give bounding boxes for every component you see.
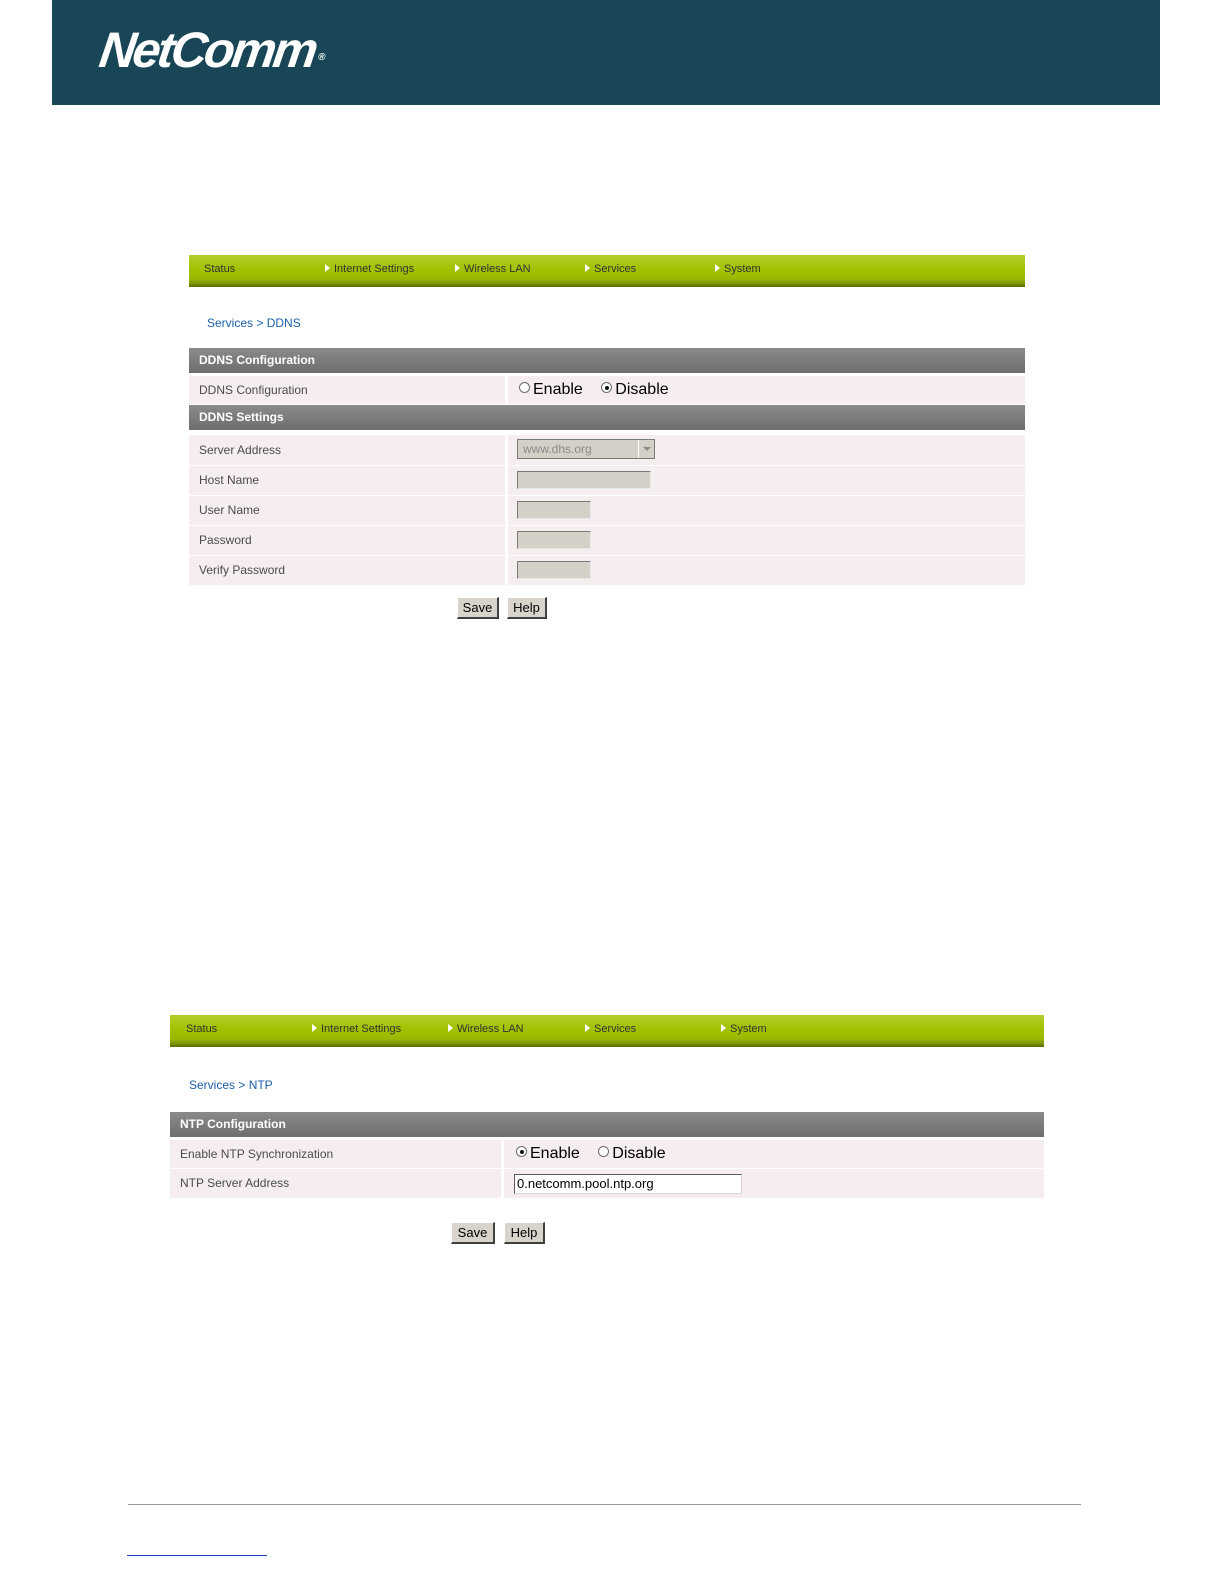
row-password (189, 526, 1025, 555)
section-header-ntp-configuration: NTP Configuration (170, 1112, 1044, 1137)
row-host-name (189, 466, 1025, 495)
server-address-select[interactable]: www.dhs.org (517, 439, 655, 459)
help-button[interactable]: Help (504, 1222, 545, 1244)
arrow-right-icon (721, 1024, 726, 1032)
enable-radio[interactable] (516, 1146, 527, 1157)
top-nav (189, 255, 1025, 287)
arrow-right-icon (715, 264, 720, 272)
row-ddns-configuration (189, 376, 1025, 404)
field-label: Verify Password (199, 563, 286, 577)
arrow-right-icon (312, 1024, 317, 1032)
disable-radio[interactable] (601, 382, 612, 393)
row-enable-ntp-sync (170, 1140, 1044, 1168)
field-label: NTP Server Address (180, 1176, 290, 1190)
breadcrumb[interactable]: Services > NTP (189, 1078, 273, 1092)
row-user-name (189, 496, 1025, 525)
section-header-ddns-configuration: DDNS Configuration (189, 348, 1025, 373)
nav-wireless-lan[interactable]: Wireless LAN (455, 255, 531, 285)
disable-radio[interactable] (598, 1146, 609, 1157)
nav-wireless-lan[interactable]: Wireless LAN (448, 1015, 524, 1045)
nav-services[interactable]: Services (585, 1015, 636, 1045)
footer-link-underline[interactable] (127, 1555, 267, 1556)
row-ntp-server-address (170, 1169, 1044, 1198)
section-header-ddns-settings: DDNS Settings (189, 405, 1025, 430)
ddns-panel (189, 255, 1025, 625)
enable-radio-label: Enable (533, 381, 583, 398)
enable-radio[interactable] (519, 382, 530, 393)
arrow-right-icon (585, 264, 590, 272)
nav-internet-settings[interactable]: Internet Settings (312, 1015, 401, 1045)
disable-radio-label: Disable (612, 1145, 666, 1162)
nav-system[interactable]: System (715, 255, 761, 285)
disable-radio-label: Disable (615, 381, 669, 398)
row-verify-password (189, 556, 1025, 585)
breadcrumb[interactable]: Services > DDNS (207, 316, 301, 330)
arrow-right-icon (325, 264, 330, 272)
save-button[interactable]: Save (451, 1222, 495, 1244)
row-server-address (189, 435, 1025, 465)
nav-internet-settings[interactable]: Internet Settings (325, 255, 414, 285)
arrow-right-icon (448, 1024, 453, 1032)
field-label: User Name (199, 503, 260, 517)
field-label: Host Name (199, 473, 260, 487)
nav-status[interactable]: Status (204, 263, 236, 275)
verify-password-input[interactable] (517, 561, 591, 579)
netcomm-logo: NetComm® (96, 22, 327, 78)
field-label: DDNS Configuration (199, 383, 308, 397)
footer-divider (128, 1504, 1081, 1505)
nav-status[interactable]: Status (186, 1023, 218, 1035)
ntp-server-address-input[interactable]: 0.netcomm.pool.ntp.org (514, 1174, 742, 1194)
chevron-down-icon (638, 440, 654, 458)
nav-services[interactable]: Services (585, 255, 636, 285)
header-banner (52, 0, 1160, 105)
top-nav (170, 1015, 1044, 1047)
user-name-input[interactable] (517, 501, 591, 519)
password-input[interactable] (517, 531, 591, 549)
host-name-input[interactable] (517, 471, 651, 489)
arrow-right-icon (585, 1024, 590, 1032)
field-label: Enable NTP Synchronization (180, 1147, 334, 1161)
field-label: Server Address (199, 443, 282, 457)
enable-radio-label: Enable (530, 1145, 580, 1162)
help-button[interactable]: Help (507, 597, 547, 619)
save-button[interactable]: Save (457, 597, 499, 619)
field-label: Password (199, 533, 252, 547)
nav-system[interactable]: System (721, 1015, 767, 1045)
arrow-right-icon (455, 264, 460, 272)
ntp-panel (170, 1015, 1044, 1250)
